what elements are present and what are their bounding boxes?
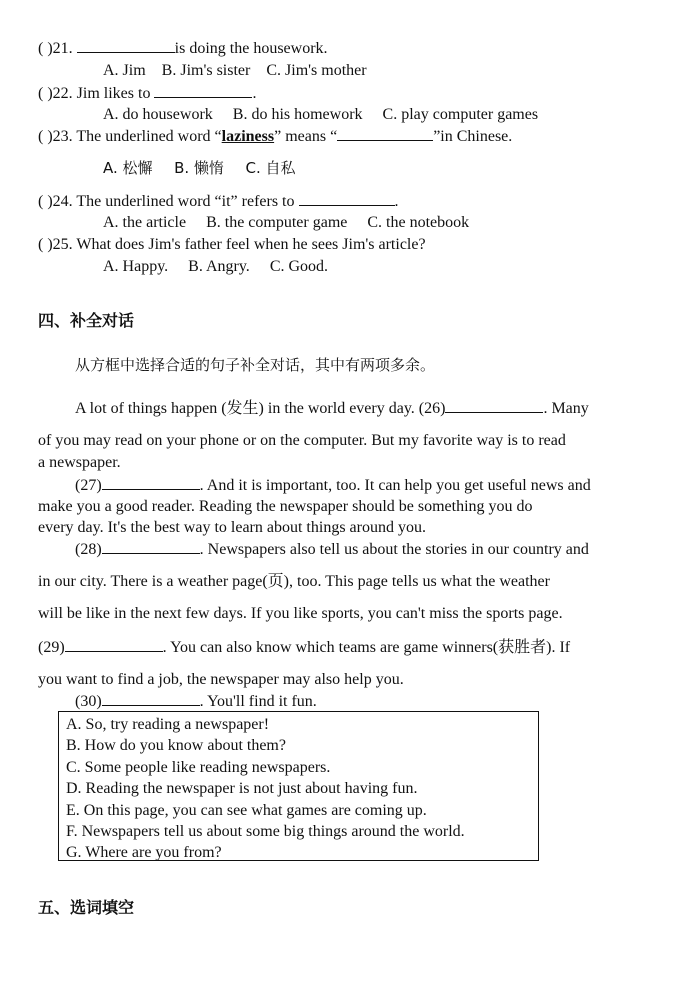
q22-options [103, 105, 538, 125]
option-a: A. 松懈 [103, 159, 153, 177]
q23-options [103, 158, 296, 178]
passage-line: every day. It's the best way to learn about things around you. [38, 519, 426, 536]
passage-line: of you may read on your phone or on the computer. But my favorite way is to read [38, 432, 566, 449]
option-a: A. Jim [103, 62, 146, 79]
answer-blank [299, 191, 395, 206]
question-21: ( )21. is doing the housework. [38, 40, 328, 57]
passage-line: you want to find a job, the newspaper may also help you. [38, 671, 404, 688]
option-a: A. do housework [103, 106, 213, 123]
choice-d: D. Reading the newspaper is not just about having fun. [66, 780, 418, 797]
passage-line: (27) . And it is important, too. It can help you get useful news and [75, 477, 591, 494]
passage-line: (28) . Newspapers also tell us about the stories in our country and [75, 541, 589, 558]
option-b: B. 懒惰 [174, 159, 224, 177]
answer-blank-28 [102, 539, 200, 554]
option-b: B. do his homework [232, 106, 363, 123]
section-4-title: 四、补全对话 [38, 311, 135, 330]
answer-blank [337, 126, 433, 141]
choices-box [58, 711, 539, 861]
question-23: ( )23. The underlined word “laziness” means “ ”in Chinese. [38, 128, 513, 145]
choice-e: E. On this page, you can see what games are coming up. [66, 802, 427, 819]
option-c: C. 自私 [245, 159, 296, 177]
passage-line: will be like in the next few days. If you like sports, you can't miss the sports page. [38, 605, 563, 622]
option-b: B. Angry. [188, 258, 250, 275]
option-c: C. Jim's mother [266, 62, 367, 79]
choice-f: F. Newspapers tell us about some big things around the world. [66, 823, 465, 840]
option-c: C. play computer games [382, 106, 539, 123]
option-b: B. the computer game [206, 214, 348, 231]
choice-b: B. How do you know about them? [66, 737, 286, 754]
option-b: B. Jim's sister [161, 62, 251, 79]
passage-line: (29) . You can also know which teams are game winners(获胜者). If [38, 639, 571, 656]
passage-line: in our city. There is a weather page(页), too. This page tells us what the weather [38, 573, 550, 590]
answer-blank [154, 83, 252, 98]
q21-options [103, 61, 367, 81]
passage-line: A lot of things happen (发生) in the world every day. (26) . Many [75, 400, 589, 417]
question-25: ( )25. What does Jim's father feel when he sees Jim's article? [38, 236, 426, 253]
option-a: A. Happy. [103, 258, 169, 275]
q25-options [103, 257, 328, 277]
passage-line: a newspaper. [38, 454, 121, 471]
answer-blank-27 [102, 475, 200, 490]
section-4-instruction: 从方框中选择合适的句子补全对话，其中有两项多余。 [75, 356, 436, 374]
option-a: A. the article [103, 214, 187, 231]
q24-options [103, 213, 469, 233]
passage-line: (30) . You'll find it fun. [75, 693, 317, 710]
section-5-title: 五、选词填空 [38, 898, 135, 917]
answer-blank [77, 38, 175, 53]
option-c: C. the notebook [367, 214, 470, 231]
choice-g: G. Where are you from? [66, 844, 222, 861]
question-24: ( )24. The underlined word “it” refers to . [38, 193, 399, 210]
answer-blank-26 [445, 398, 543, 413]
choice-a: A. So, try reading a newspaper! [66, 716, 270, 733]
choice-c: C. Some people like reading newspapers. [66, 759, 331, 776]
passage-line: make you a good reader. Reading the newspaper should be something you do [38, 498, 533, 515]
answer-blank-30 [102, 691, 200, 706]
option-c: C. Good. [269, 258, 329, 275]
answer-blank-29 [65, 637, 163, 652]
underlined-word: laziness [221, 128, 275, 145]
question-22: ( )22. Jim likes to . [38, 85, 257, 102]
